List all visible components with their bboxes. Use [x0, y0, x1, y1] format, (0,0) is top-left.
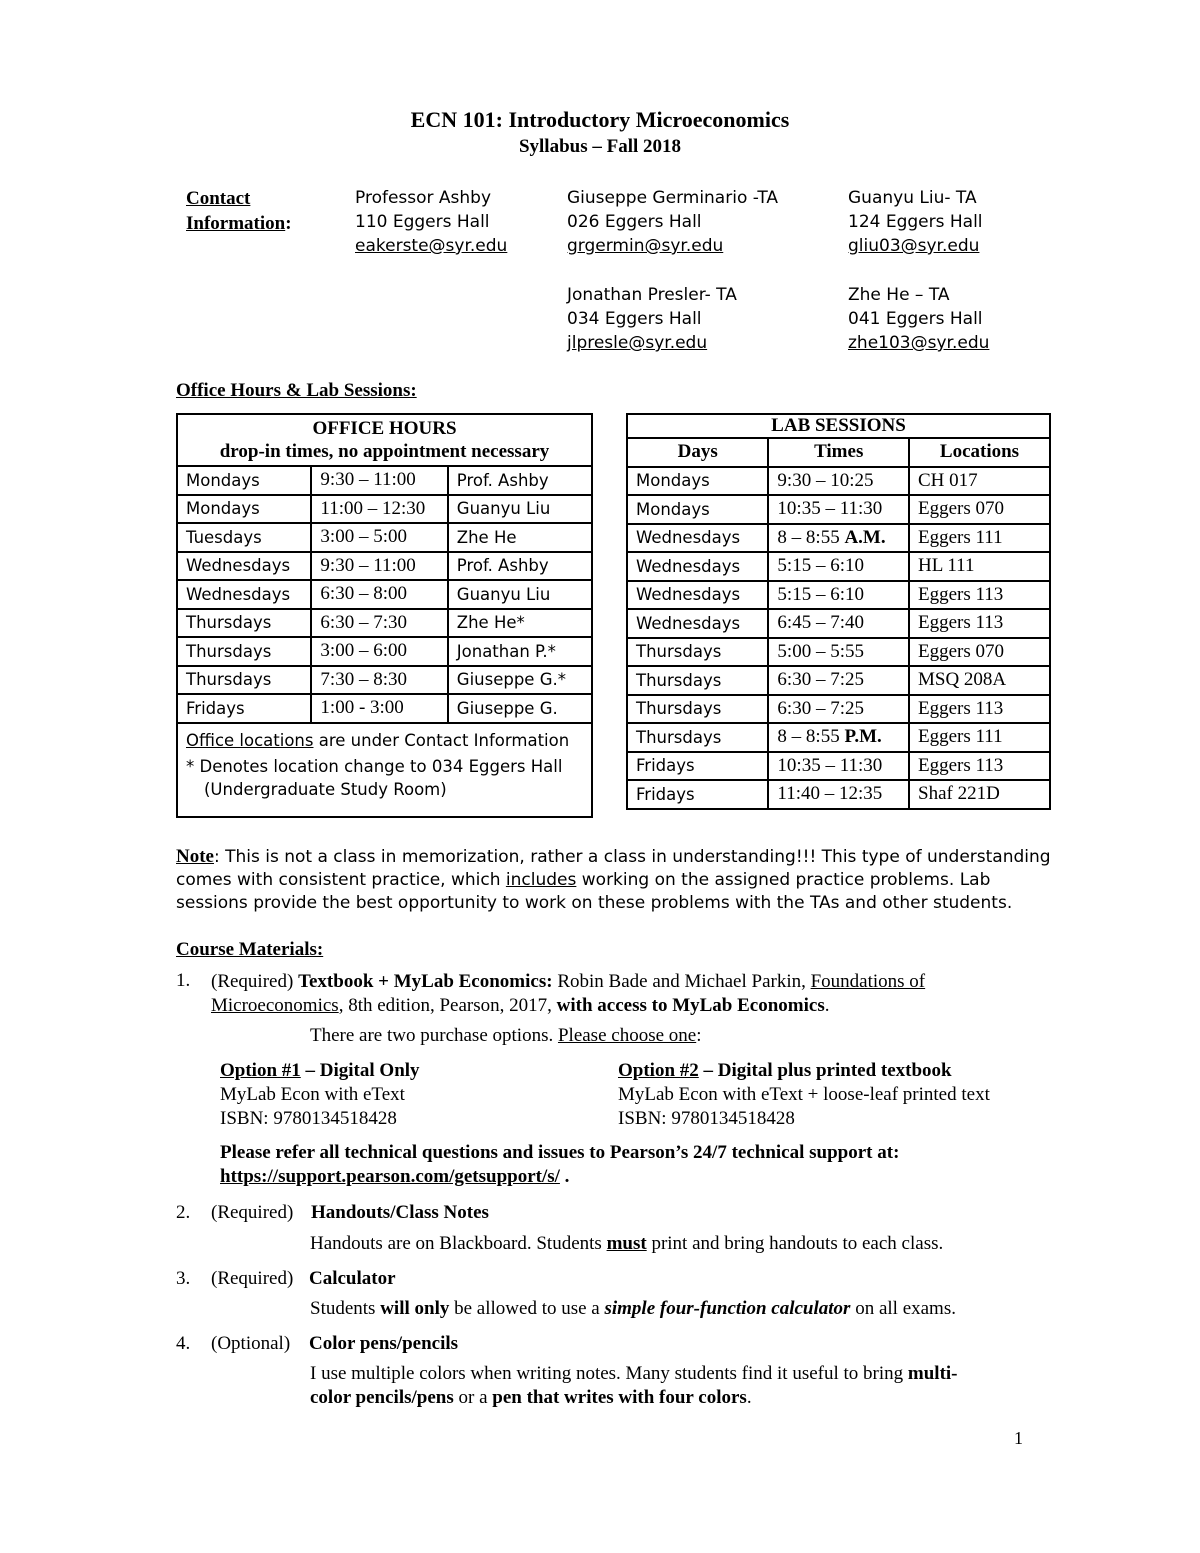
- office-hours-subtitle: drop-in times, no appointment necessary: [219, 441, 550, 462]
- lab-time-meridiem: A.M.: [844, 526, 886, 548]
- item-4-desc-1: I use multiple colors when writing notes. Many students find it useful to bring: [310, 1363, 908, 1384]
- page-title: ECN 101: Introductory Microeconomics: [410, 107, 790, 132]
- item-2-must: must: [606, 1233, 647, 1254]
- table-row: [177, 694, 592, 723]
- contact-name: Zhe He – TA: [848, 285, 950, 305]
- table-row: [627, 638, 1050, 667]
- option-2-desc: MyLab Econ with eText + loose-leaf printed text: [618, 1084, 990, 1105]
- lab-day: Wednesdays: [627, 581, 768, 610]
- contact-email-link[interactable]: gliu03@syr.edu: [848, 236, 980, 256]
- table-row: [627, 495, 1050, 524]
- note-text-2: comes with consistent practice, which: [176, 870, 506, 890]
- item-2-title: Handouts/Class Notes: [311, 1202, 489, 1223]
- lab-time-range: 8 – 8:55: [777, 526, 845, 548]
- item-3-desc-3: be allowed to use a: [449, 1298, 605, 1319]
- note-underlined: includes: [505, 870, 577, 890]
- office-hours-day: Mondays: [177, 466, 311, 495]
- lab-time-range: 5:00 – 5:55: [777, 640, 864, 662]
- table-row: [177, 580, 592, 609]
- table-row: [627, 666, 1050, 695]
- item-4-req: (Optional): [211, 1333, 291, 1354]
- lab-time: [768, 638, 909, 667]
- lab-sessions-title: LAB SESSIONS: [627, 414, 1050, 438]
- page-subtitle: Syllabus – Fall 2018: [518, 136, 682, 157]
- lab-sessions-columns: [627, 438, 1050, 467]
- contact-ta-jonathan: [567, 283, 737, 355]
- office-hours-day: Thursdays: [177, 609, 311, 638]
- lab-day: Thursdays: [627, 723, 768, 752]
- item-3-req: (Required): [211, 1268, 294, 1289]
- item-4-four-color-pen: pen that writes with four colors: [492, 1387, 747, 1408]
- table-row: [627, 552, 1050, 581]
- office-hours-time: 9:30 – 11:00: [311, 552, 447, 581]
- table-row: [627, 752, 1050, 781]
- lab-time-range: 5:15 – 6:10: [777, 555, 864, 577]
- lab-time-range: 10:35 – 11:30: [777, 498, 883, 520]
- item-1-req: (Required): [211, 971, 299, 992]
- option-2-label: Option #2: [618, 1060, 699, 1081]
- lab-location: Eggers 070: [909, 495, 1050, 524]
- lab-col-days: Days: [627, 438, 768, 467]
- item-2-req: (Required): [211, 1202, 294, 1223]
- item-4-multi: multi-: [907, 1363, 958, 1384]
- lab-time: [768, 495, 909, 524]
- office-hours-day: Mondays: [177, 495, 311, 524]
- lab-location: Eggers 113: [909, 752, 1050, 781]
- contact-professor: [355, 186, 507, 258]
- office-hours-day: Wednesdays: [177, 552, 311, 581]
- table-row: [627, 695, 1050, 724]
- contact-label: [186, 186, 292, 236]
- table-row: [627, 723, 1050, 752]
- lab-time: [768, 752, 909, 781]
- office-hours-title-cell: [177, 414, 592, 466]
- contact-office: 110 Eggers Hall: [355, 212, 490, 232]
- options-intro-text: There are two purchase options.: [310, 1025, 558, 1046]
- office-hours-staff: Zhe He*: [448, 609, 592, 638]
- contact-email-link[interactable]: eakerste@syr.edu: [355, 236, 508, 256]
- office-hours-day: Thursdays: [177, 666, 311, 695]
- item-3-number: 3.: [176, 1268, 191, 1289]
- lab-day: Mondays: [627, 495, 768, 524]
- item-2-number: 2.: [176, 1202, 191, 1223]
- lab-sessions-title-row: [627, 414, 1050, 438]
- lab-time-range: 6:30 – 7:25: [777, 697, 864, 719]
- office-hours-time: 3:00 – 5:00: [311, 523, 447, 552]
- option-1-isbn: ISBN: 9780134518428: [220, 1108, 397, 1129]
- note-text-4: sessions provide the best opportunity to work on these problems with the TAs and other students.: [176, 893, 1013, 913]
- contact-email-link[interactable]: jlpresle@syr.edu: [567, 333, 708, 353]
- lab-day: Fridays: [627, 752, 768, 781]
- contact-office: 041 Eggers Hall: [848, 309, 983, 329]
- item-1-authors: Robin Bade and Michael Parkin,: [557, 971, 811, 992]
- lab-time-range: 9:30 – 10:25: [777, 469, 874, 491]
- office-hours-time: 6:30 – 7:30: [311, 609, 447, 638]
- contact-name: Guanyu Liu- TA: [848, 188, 977, 208]
- item-4-number: 4.: [176, 1333, 191, 1354]
- office-hours-footer: [177, 723, 592, 817]
- lab-time-range: 6:45 – 7:40: [777, 612, 864, 634]
- lab-time: [768, 609, 909, 638]
- office-hours-footer-cell: [177, 723, 592, 817]
- office-hours-staff: Prof. Ashby: [448, 466, 592, 495]
- table-row: [627, 581, 1050, 610]
- lab-time-range: 6:30 – 7:25: [777, 669, 864, 691]
- lab-time-range: 10:35 – 11:30: [777, 754, 883, 776]
- item-4-pencils: color pencils/pens: [310, 1387, 454, 1408]
- lab-location: Eggers 111: [909, 524, 1050, 553]
- options-choose: Please choose one: [557, 1025, 697, 1046]
- lab-day: Thursdays: [627, 638, 768, 667]
- support-text: [220, 1141, 1020, 1189]
- table-row: [177, 666, 592, 695]
- contact-label-colon: :: [285, 213, 292, 234]
- item-1-text: [211, 970, 1031, 1018]
- lab-day: Mondays: [627, 467, 768, 496]
- item-4-title: Color pens/pencils: [309, 1333, 459, 1354]
- office-hours-time: 7:30 – 8:30: [311, 666, 447, 695]
- table-row: [627, 780, 1050, 809]
- lab-day: Wednesdays: [627, 524, 768, 553]
- office-locations-text: are under Contact Information: [313, 730, 570, 750]
- option-1-label: Option #1: [220, 1060, 301, 1081]
- office-hours-title: OFFICE HOURS: [312, 418, 457, 439]
- item-1-access: with access to MyLab Economics: [556, 995, 825, 1016]
- office-hours-day: Tuesdays: [177, 523, 311, 552]
- note-text-3: working on the assigned practice problems. Lab: [576, 870, 991, 890]
- lab-location: Eggers 070: [909, 638, 1050, 667]
- item-4-period: .: [746, 1387, 752, 1408]
- table-row: [177, 609, 592, 638]
- lab-location: MSQ 208A: [909, 666, 1050, 695]
- office-hours-day: Wednesdays: [177, 580, 311, 609]
- lab-day: Fridays: [627, 780, 768, 809]
- contact-name: Professor Ashby: [355, 188, 492, 208]
- table-row: [627, 524, 1050, 553]
- office-hours-table: [176, 413, 593, 818]
- table-row: [177, 495, 592, 524]
- materials-heading: Course Materials:: [176, 939, 324, 960]
- lab-time: [768, 524, 909, 553]
- contact-label-line2: Information: [186, 213, 286, 234]
- item-3-desc: [310, 1298, 956, 1320]
- table-row: [177, 637, 592, 666]
- note-text-1: : This is not a class in memorization, rather a class in understanding!!! This type of understanding: [213, 847, 1051, 867]
- lab-time: [768, 552, 909, 581]
- lab-time: [768, 467, 909, 496]
- office-hours-staff: Giuseppe G.*: [448, 666, 592, 695]
- item-3-desc-5: on all exams.: [850, 1298, 956, 1319]
- office-hours-day: Fridays: [177, 694, 311, 723]
- item-3-desc-1: Students: [310, 1298, 381, 1319]
- contact-office: 124 Eggers Hall: [848, 212, 983, 232]
- lab-location: CH 017: [909, 467, 1050, 496]
- item-2-desc-1: Handouts are on Blackboard. Students: [310, 1233, 607, 1254]
- contact-email-link[interactable]: zhe103@syr.edu: [848, 333, 990, 353]
- options-colon: :: [696, 1025, 702, 1046]
- office-hours-header: [177, 414, 592, 466]
- lab-location: HL 111: [909, 552, 1050, 581]
- office-hours-time: 11:00 – 12:30: [311, 495, 447, 524]
- office-hours-time: 6:30 – 8:00: [311, 580, 447, 609]
- office-hours-time: 1:00 - 3:00: [311, 694, 447, 723]
- lab-location: Eggers 113: [909, 581, 1050, 610]
- contact-office: 026 Eggers Hall: [567, 212, 702, 232]
- item-1-book-title-2: Microeconomics: [211, 995, 339, 1016]
- item-3-will-only: will only: [380, 1298, 450, 1319]
- option-2-isbn: ISBN: 9780134518428: [618, 1108, 795, 1129]
- office-hours-time: 3:00 – 6:00: [311, 637, 447, 666]
- table-row: [627, 467, 1050, 496]
- office-hours-staff: Prof. Ashby: [448, 552, 592, 581]
- office-hours-staff: Jonathan P.*: [448, 637, 592, 666]
- table-row: [177, 466, 592, 495]
- lab-location: Shaf 221D: [909, 780, 1050, 809]
- item-2-desc-2: print and bring handouts to each class.: [646, 1233, 944, 1254]
- contact-label-line1: Contact: [186, 188, 251, 209]
- contact-ta-giuseppe: [567, 186, 778, 258]
- table-row: [177, 552, 592, 581]
- page-number: 1: [1014, 1428, 1023, 1448]
- contact-ta-guanyu: [848, 186, 983, 258]
- lab-location: Eggers 113: [909, 609, 1050, 638]
- office-hours-heading: Office Hours & Lab Sessions:: [176, 380, 417, 401]
- item-1-edition: , 8th edition, Pearson, 2017,: [338, 995, 557, 1016]
- item-3-title: Calculator: [309, 1268, 396, 1289]
- table-row: [177, 523, 592, 552]
- table-row: [627, 609, 1050, 638]
- support-link[interactable]: https://support.pearson.com/getsupport/s/: [220, 1166, 560, 1187]
- item-1-book-title-1: Foundations of: [810, 971, 926, 992]
- note-paragraph: [176, 845, 1056, 915]
- lab-day: Wednesdays: [627, 552, 768, 581]
- contact-name: Giuseppe Germinario -TA: [567, 188, 779, 208]
- footnote-line1: * Denotes location change to 034 Eggers Hall: [186, 756, 563, 776]
- office-hours-staff: Guanyu Liu: [448, 495, 592, 524]
- lab-time-range: 11:40 – 12:35: [777, 783, 883, 805]
- option-2: [618, 1059, 990, 1131]
- office-hours-staff: Zhe He: [448, 523, 592, 552]
- lab-time-range: 8 – 8:55: [777, 726, 845, 748]
- support-end: .: [559, 1166, 570, 1187]
- lab-time: [768, 666, 909, 695]
- contact-office: 034 Eggers Hall: [567, 309, 702, 329]
- option-1-desc: MyLab Econ with eText: [220, 1084, 405, 1105]
- lab-day: Thursdays: [627, 695, 768, 724]
- lab-time: [768, 581, 909, 610]
- support-sentence: Please refer all technical questions and issues to Pearson’s 24/7 technical support at:: [220, 1142, 900, 1163]
- item-1-period: .: [824, 995, 830, 1016]
- purchase-options-intro: [310, 1025, 701, 1047]
- contact-name: Jonathan Presler- TA: [567, 285, 737, 305]
- lab-sessions-table: [626, 413, 1051, 810]
- office-hours-staff: Giuseppe G.: [448, 694, 592, 723]
- lab-time: [768, 723, 909, 752]
- footnote-line2: (Undergraduate Study Room): [204, 779, 447, 799]
- option-1-title: – Digital Only: [300, 1060, 420, 1081]
- lab-col-locations: Locations: [909, 438, 1050, 467]
- item-1-bold: Textbook + MyLab Economics:: [298, 971, 558, 992]
- lab-time: [768, 695, 909, 724]
- note-label: Note: [176, 846, 214, 867]
- lab-time-meridiem: P.M.: [844, 726, 882, 748]
- lab-time-range: 5:15 – 6:10: [777, 583, 864, 605]
- office-hours-staff: Guanyu Liu: [448, 580, 592, 609]
- item-4-or: or a: [453, 1387, 493, 1408]
- lab-day: Thursdays: [627, 666, 768, 695]
- office-locations-link[interactable]: Office locations: [186, 730, 314, 750]
- contact-email-link[interactable]: grgermin@syr.edu: [567, 236, 724, 256]
- item-4-desc: [310, 1362, 1030, 1410]
- office-hours-day: Thursdays: [177, 637, 311, 666]
- lab-day: Wednesdays: [627, 609, 768, 638]
- option-1: [220, 1059, 420, 1131]
- item-1-number: 1.: [176, 970, 191, 991]
- lab-time: [768, 780, 909, 809]
- option-2-title: – Digital plus printed textbook: [698, 1060, 952, 1081]
- lab-col-times: Times: [768, 438, 909, 467]
- item-3-calculator-type: simple four-function calculator: [604, 1298, 851, 1319]
- item-2-desc: [310, 1233, 943, 1255]
- lab-location: Eggers 111: [909, 723, 1050, 752]
- contact-ta-zhe: [848, 283, 989, 355]
- lab-location: Eggers 113: [909, 695, 1050, 724]
- office-hours-time: 9:30 – 11:00: [311, 466, 447, 495]
